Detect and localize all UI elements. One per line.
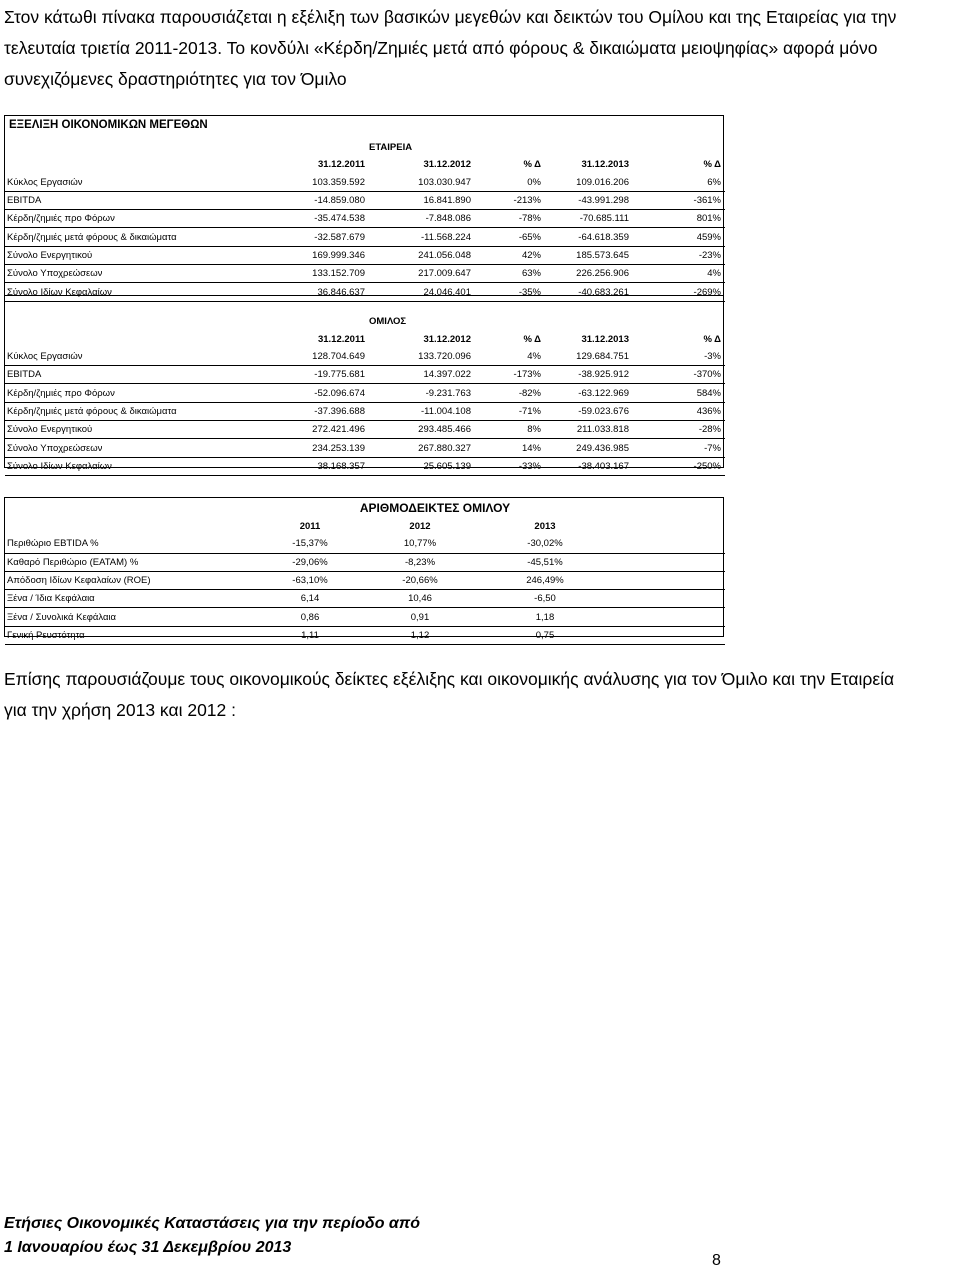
empty-cell	[615, 571, 725, 589]
table-row	[5, 191, 725, 209]
col-header: 31.12.2011	[317, 159, 365, 171]
ratio-2011: -63,10%	[255, 571, 365, 589]
col-header: 31.12.2012	[423, 333, 471, 345]
financials-company-table	[4, 115, 724, 296]
page-footer	[4, 1212, 420, 1260]
value-2012: 241.056.048	[369, 246, 475, 264]
value-2012: -9.231.763	[369, 384, 475, 402]
ratio-2013: 246,49%	[475, 571, 615, 589]
outro-paragraph	[4, 664, 956, 726]
row-label: Κέρδη/ζημιές προ Φόρων	[5, 210, 265, 228]
table-row	[5, 384, 725, 402]
value-2012: 267.880.327	[369, 439, 475, 457]
change-2013: -23%	[633, 246, 725, 264]
table-row	[5, 439, 725, 457]
value-2013: 211.033.818	[545, 421, 633, 439]
value-2011: 128.704.649	[265, 348, 369, 366]
value-2011: -32.587.679	[265, 228, 369, 246]
value-2013: -70.685.111	[545, 210, 633, 228]
change-2013: -28%	[633, 421, 725, 439]
ratio-2012: -8,23%	[365, 553, 475, 571]
row-label: Κέρδη/ζημιές μετά φόρους & δικαιώματα	[5, 228, 265, 246]
group-label: ΟΜΙΛΟΣ	[369, 316, 407, 328]
ratio-label: Περιθώριο EBTIDA %	[5, 535, 255, 553]
group-ratios-table	[4, 497, 724, 641]
value-2012: 133.720.096	[369, 348, 475, 366]
intro-line: τελευταία τριετία 2011-2013. Το κονδύλι «Κέρδη/Ζημιές μετά από φόρους & δικαιώματα μειοψηφίας» αφορά μόνο	[4, 38, 878, 58]
row-label: Σύνολο Ιδίων Κεφαλαίων	[5, 283, 265, 301]
value-2011: -52.096.674	[265, 384, 369, 402]
row-label: Σύνολο Υποχρεώσεων	[5, 265, 265, 283]
change-2012: 4%	[475, 348, 545, 366]
row-label: Σύνολο Ιδίων Κεφαλαίων	[5, 457, 265, 475]
col-header: % Δ	[523, 333, 541, 345]
ratio-label: Ξένα / Ίδια Κεφάλαια	[5, 590, 255, 608]
group-table	[5, 296, 725, 476]
col-header: % Δ	[703, 159, 721, 171]
change-2013: 436%	[633, 402, 725, 420]
change-2013: 459%	[633, 228, 725, 246]
col-header: 31.12.2012	[423, 159, 471, 171]
value-2011: -14.859.080	[265, 191, 369, 209]
ratio-2011: -15,37%	[255, 535, 365, 553]
change-2013: -250%	[633, 457, 725, 475]
value-2012: -11.568.224	[369, 228, 475, 246]
page-number: 8	[712, 1252, 721, 1269]
change-2012: -65%	[475, 228, 545, 246]
value-2013: -40.683.261	[545, 283, 633, 301]
col-header: 2011	[299, 521, 321, 533]
change-2013: 6%	[633, 174, 725, 192]
group-header-row	[5, 331, 725, 348]
change-2012: -78%	[475, 210, 545, 228]
value-2011: 272.421.496	[265, 421, 369, 439]
ratio-2011: -29,06%	[255, 553, 365, 571]
row-label: Σύνολο Ενεργητικού	[5, 421, 265, 439]
change-2013: 584%	[633, 384, 725, 402]
col-header: 2013	[534, 521, 556, 533]
row-label: Κύκλος Εργασιών	[5, 348, 265, 366]
table-row	[5, 402, 725, 420]
col-header: 31.12.2011	[317, 333, 365, 345]
col-header: 31.12.2013	[581, 333, 629, 345]
table-row	[5, 366, 725, 384]
value-2013: 226.256.906	[545, 265, 633, 283]
intro-line: συνεχιζόμενες δραστηριότητες για τον Όμιλο	[4, 69, 347, 89]
ratio-2011: 1,11	[255, 626, 365, 644]
value-2012: 24.046.401	[369, 283, 475, 301]
change-2012: -35%	[475, 283, 545, 301]
table-row	[5, 608, 725, 626]
row-label: Σύνολο Υποχρεώσεων	[5, 439, 265, 457]
company-header-row	[5, 156, 725, 173]
col-header: 2012	[409, 521, 431, 533]
value-2011: -19.775.681	[265, 366, 369, 384]
table-row	[5, 626, 725, 644]
change-2012: 8%	[475, 421, 545, 439]
ratio-label: Ξένα / Συνολικά Κεφάλαια	[5, 608, 255, 626]
ratio-label: Απόδοση Ιδίων Κεφαλαίων (ROE)	[5, 571, 255, 589]
row-label: EBITDA	[5, 191, 265, 209]
ratio-label: Γενική Ρευστότητα	[5, 626, 255, 644]
table-row	[5, 457, 725, 475]
change-2012: -82%	[475, 384, 545, 402]
value-2013: -43.991.298	[545, 191, 633, 209]
row-label: Κύκλος Εργασιών	[5, 174, 265, 192]
financials-group-table	[4, 296, 724, 472]
outro-line: για την χρήση 2013 και 2012 :	[4, 700, 236, 720]
value-2012: 14.397.022	[369, 366, 475, 384]
ratio-2012: 10,46	[365, 590, 475, 608]
ratio-2013: -30,02%	[475, 535, 615, 553]
ratios-header-row	[5, 518, 725, 535]
change-2013: -370%	[633, 366, 725, 384]
change-2012: -33%	[475, 457, 545, 475]
empty-cell	[615, 626, 725, 644]
table-row	[5, 535, 725, 553]
value-2013: -64.618.359	[545, 228, 633, 246]
value-2011: 169.999.346	[265, 246, 369, 264]
value-2011: 36.846.637	[265, 283, 369, 301]
empty-cell	[615, 608, 725, 626]
table-row	[5, 210, 725, 228]
value-2012: 25.605.139	[369, 457, 475, 475]
intro-line: Στον κάτωθι πίνακα παρουσιάζεται η εξέλιξη των βασικών μεγεθών και δεικτών του Ομίλου και της Εταιρείας για την	[4, 7, 897, 27]
value-2013: 185.573.645	[545, 246, 633, 264]
change-2012: -71%	[475, 402, 545, 420]
table-row	[5, 553, 725, 571]
change-2012: 0%	[475, 174, 545, 192]
value-2011: 133.152.709	[265, 265, 369, 283]
table-row	[5, 228, 725, 246]
value-2011: -37.396.688	[265, 402, 369, 420]
change-2013: -269%	[633, 283, 725, 301]
value-2011: 38.168.357	[265, 457, 369, 475]
value-2011: 234.253.139	[265, 439, 369, 457]
empty-cell	[615, 590, 725, 608]
col-header: 31.12.2013	[581, 159, 629, 171]
table-row	[5, 348, 725, 366]
value-2013: -59.023.676	[545, 402, 633, 420]
empty-cell	[615, 553, 725, 571]
company-table	[5, 139, 725, 302]
table-row	[5, 590, 725, 608]
row-label: EBITDA	[5, 366, 265, 384]
change-2012: 42%	[475, 246, 545, 264]
ratio-2011: 6,14	[255, 590, 365, 608]
ratio-2013: 0,75	[475, 626, 615, 644]
change-2013: 801%	[633, 210, 725, 228]
ratio-2012: 1,12	[365, 626, 475, 644]
company-label: ΕΤΑΙΡΕΙΑ	[369, 142, 413, 154]
value-2012: 293.485.466	[369, 421, 475, 439]
ratio-2013: -6,50	[475, 590, 615, 608]
row-label: Κέρδη/ζημιές προ Φόρων	[5, 384, 265, 402]
value-2012: 217.009.647	[369, 265, 475, 283]
value-2012: 103.030.947	[369, 174, 475, 192]
ratio-2011: 0,86	[255, 608, 365, 626]
value-2013: -38.403.167	[545, 457, 633, 475]
table-row	[5, 246, 725, 264]
empty-cell	[615, 535, 725, 553]
ratio-2013: 1,18	[475, 608, 615, 626]
change-2013: 4%	[633, 265, 725, 283]
value-2013: 129.684.751	[545, 348, 633, 366]
ratios-table	[5, 498, 725, 645]
ratio-2012: -20,66%	[365, 571, 475, 589]
ratios-title: ΑΡΙΘΜΟΔΕΙΚΤΕΣ ΟΜΙΛΟΥ	[359, 501, 511, 515]
ratio-label: Καθαρό Περιθώριο (ΕΑΤΑΜ) %	[5, 553, 255, 571]
col-header: % Δ	[703, 333, 721, 345]
col-header: % Δ	[523, 159, 541, 171]
intro-paragraph	[4, 2, 956, 95]
table-row	[5, 265, 725, 283]
table-title: ΕΞΕΛΙΞΗ ΟΙΚΟΝΟΜΙΚΩΝ ΜΕΓΕΘΩΝ	[9, 119, 208, 131]
row-label: Κέρδη/ζημιές μετά φόρους & δικαιώματα	[5, 402, 265, 420]
ratio-2012: 10,77%	[365, 535, 475, 553]
change-2012: 63%	[475, 265, 545, 283]
footer-line: Ετήσιες Οικονομικές Καταστάσεις για την περίοδο από	[4, 1215, 420, 1232]
row-label: Σύνολο Ενεργητικού	[5, 246, 265, 264]
value-2011: -35.474.538	[265, 210, 369, 228]
value-2013: 249.436.985	[545, 439, 633, 457]
value-2012: 16.841.890	[369, 191, 475, 209]
table-row	[5, 571, 725, 589]
ratio-2013: -45,51%	[475, 553, 615, 571]
value-2011: 103.359.592	[265, 174, 369, 192]
ratio-2012: 0,91	[365, 608, 475, 626]
change-2012: -173%	[475, 366, 545, 384]
table-row	[5, 174, 725, 192]
value-2012: -7.848.086	[369, 210, 475, 228]
value-2012: -11.004.108	[369, 402, 475, 420]
change-2013: -361%	[633, 191, 725, 209]
outro-line: Επίσης παρουσιάζουμε τους οικονομικούς δείκτες εξέλιξης και οικονομικής ανάλυσης για τον Όμιλο και την Εταιρεία	[4, 669, 895, 689]
change-2013: -3%	[633, 348, 725, 366]
change-2012: -213%	[475, 191, 545, 209]
value-2013: 109.016.206	[545, 174, 633, 192]
change-2013: -7%	[633, 439, 725, 457]
value-2013: -63.122.969	[545, 384, 633, 402]
value-2013: -38.925.912	[545, 366, 633, 384]
change-2012: 14%	[475, 439, 545, 457]
table-row	[5, 421, 725, 439]
footer-line: 1 Ιανουαρίου έως 31 Δεκεμβρίου 2013	[4, 1239, 292, 1256]
